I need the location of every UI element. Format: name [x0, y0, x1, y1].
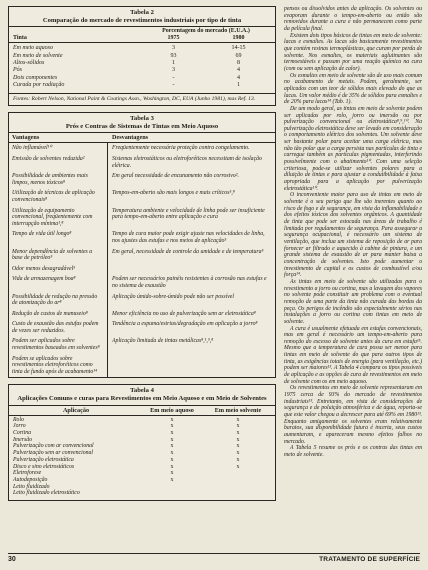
right-column-text [284, 6, 422, 459]
table-row: Leito fluidizado eletrostático [13, 490, 80, 497]
table-row: Utilização de equipamento convencional, freqüentemente com interrupção mínima¹,⁸ Temperatura ambiente e velocidade de linha pode ser insuficiente para tempo-em-aberto entre aplicação e cura [12, 207, 265, 227]
table-header [9, 405, 275, 416]
table-title: Comparação do mercado de revestimentos industriais por tipo de tinta [42, 16, 242, 24]
table-row: Dois componentes - 4 [13, 74, 240, 81]
table-title: Prós e Contras de Sistemas de Tintas em Meio Aquoso [65, 122, 219, 130]
table-header [9, 132, 275, 143]
table-row: Pós 3 4 [13, 67, 240, 74]
page-number: 30 [8, 556, 16, 563]
body-paragraph: As tintas em meio de solvente são utilizadas para o revestimento a jorro ou cortina, mas a lavagem dos vapores no solvente pode constituir um problema com o eventual remoção de uma parte da tinta não curada das bordas da peça. Os perigos de incêndio são especialmente sérios nas instalações a jorro ou cortina com tintas em meio de solvente. [284, 278, 422, 325]
header-1975: 1975 [167, 35, 180, 42]
table-row: Pulverização eletrostática x x [13, 456, 240, 463]
table-row: Pulverização com ar convencional x x [13, 443, 240, 450]
header-percent: Porcentagem do mercado (E.U.A.) [162, 28, 250, 35]
table-row: Possibilidade de ambientes mais limpos, menos tóxicos⁸ Em geral necessidade de encunamento não corrosivo². [12, 173, 239, 186]
table-number: Tabela 3 [130, 115, 154, 123]
table-row: Autodeposição x [13, 476, 174, 483]
table-row: Leito fluidizado [13, 483, 50, 490]
table-row: Em meio aquoso 3 14-15 [13, 45, 246, 52]
table-row: Pulverização sem ar convencional x x [13, 450, 240, 457]
body-paragraph: Os esmaltes em meio de solvente são de uso mais comum no acabamento de metais. Podem, geralmente, ser aplicados com um teor de sólidos mais elevado do que as lacas. Um valor médio é de 35% de sólidos para esmaltes e de 20% para lacas¹⁴ (Tab. 1). [284, 72, 422, 106]
header-vantagens: Vantagens [12, 134, 40, 142]
body-paragraph: A cura é usualmente efetuada em estufas convencionais, mas em geral é necessário um tempo-em-aberto para remoção do excesso de solvente antes da cura em estufa¹⁵. Mesmo que a temperatura de cura possa ser menor para tintas em meio de solvente do que para outros tipos de tinta, as exigências totais de energia (para ventilação, etc.) podem ser maiores¹³. A Tabela 4 compara os tipos possíveis de aplicação e as opções de cura de revestimentos em meio de solvente com os em meio aquoso. [284, 325, 422, 385]
table-row: Emissão de solventes reduzida² Sistemas eletrostáticos ou eletroforéticos necessitam de isolação elétrica. [12, 156, 262, 169]
footer-rule [8, 553, 420, 554]
table-row: Altos-sólidos 1 8 [13, 60, 240, 66]
table-title: Aplicações Comuns e curas para Revestimentos em Meio Aquoso e em Meio de Solventes [17, 395, 267, 403]
table-row: Eletroforese x [13, 470, 174, 477]
table-row: Tempo de vida útil longo⁸ Tempo de cura maior pode exigir ajuste nas velocidades de linha, nos ajustes das estufas e nos meios de aplicação⁵ [12, 231, 265, 244]
table-number: Tabela 2 [130, 9, 154, 16]
header-aquoso: Em meio aquoso [150, 406, 194, 414]
table-row: Cortina x x [13, 430, 240, 437]
table-row: Redução de custos de manuseio⁸ Menor eficiência no uso de pulverização sem ar eletrostática⁸ [12, 310, 256, 317]
table-row: Curada por radiação - 1 [13, 82, 240, 89]
body-paragraph: O inconveniente maior para uso de tintas em meio de solvente é o seu perigo que lhe são inerentes quanto ao risco de fogo e de segurança, em vista da inflamabilidade e dos efeitos tóxicos dos solventes orgânicos. A quantidade de tinta que pode ser estocada nas áreas de trabalho é limitada por regulamentos de segurança. Para assegurar a segurança ocupacional, é necessário um sistema de ventilação, que inclua um sistema de reposição de ar para fornecer ar filtrado e aquecido à cabine de pintura, e um grande sistema de exaustão de ar para manter baixa a concentração de solventes. Isto pode aumentar o investimento de capital e os custos de combustível e/ou força¹⁴. [284, 192, 422, 279]
table-row: Custo de exaustão das estufas podem de vezes ser reduzidos. Tendência a espuma/estrias/degradação em aplicação a jorro⁸ [12, 321, 258, 334]
table-row: Vida de armazenagem boa⁸ Podem ser necessários painéis resistentes à corrosão nas estufas e no sistema de exaustão [12, 276, 267, 289]
table-row: Utilização de técnicas de aplicação convencionais⁸ Tempos-em-aberto são mais longos e mais críticos⁵,⁸ [12, 190, 235, 203]
table-caption [9, 113, 275, 132]
table-pros-cons-waterborne [8, 112, 276, 378]
table-applications [8, 384, 276, 501]
table-row: Rolo x x [13, 416, 240, 423]
header-solvente: Em meio solvente [214, 406, 262, 414]
table-row: Jorro x x [13, 423, 240, 430]
table-row: Em meio de solvente 93 69 [13, 52, 242, 59]
table-row: Possibilidade de redução na pressão de atomização do ar⁸ Aplicação úmido-sobre-úmido pode não ser possível [12, 293, 234, 307]
header-desvantagens: Desvantagens [112, 134, 149, 142]
table-body [9, 143, 275, 377]
body-paragraph: De um modo geral, as tintas em meio de solvente podem ser aplicadas por rolo, jorro ou imersão ou por pulverização convencional ou eletrostática⁸,⁹,¹⁰. Na pulverização eletrostática deve ser levado em consideração o comportamento elétrico dos solventes. Um solvente deve ser bastante polar para aceitar uma carga elétrica, mas não tão polar que a carga persista nas partículas de tinta e carregue também as partículas pigmentadas, interferindo possivelmente com o abatimento¹⁰. Com uma seleção criteriosa, pode-se utilizar solventes polares para a diluição de tintas e para ajustar a condutibilidade à faixa apropriada para a aplicação por pulverização eletrostática¹⁰. [284, 105, 422, 192]
table-header [9, 26, 275, 43]
table-row: Odor menos desagradável⁵ [12, 265, 76, 272]
header-group [141, 28, 271, 41]
body-paragraph: A Tabela 5 resume os prós e os contras das tintas em meio de solvente. [284, 445, 422, 458]
table-number: Tabela 4 [130, 387, 154, 395]
header-tinta: Tinta [13, 35, 27, 42]
table-market-comparison [8, 6, 276, 106]
table-body [9, 416, 275, 500]
body-paragraph: pensos ou dissolvidos antes da aplicação. Os solventes ou evaporam durante o tempo-em-aberto ou então são removidos durante a cura e não permanecem como parte da película final. [284, 6, 422, 32]
body-paragraph: Os revestimentos em meio de solvente representaram em 1975 cerca de 93% do mercado de revestimentos industriais¹³. Entretanto, em vista de considerações de segurança e de poluição atmosférica e de água, reporta-se que este valor chegou a decrescer para até 69% em 1980¹³. Enquanto amigamente os solventes eram relativamente baratos, sua disponibilidade futura é incerta, seus custos aumentaram, e apareceram mesmo efeitos falhos no mercado. [284, 385, 422, 445]
journal-title: TRATAMENTO DE SUPERFÍCIE [319, 556, 420, 563]
table-row: Disco e sino eletrostáticos x x [13, 463, 240, 470]
left-column [8, 6, 276, 507]
table-caption [9, 7, 275, 26]
table-row: Podem se aplicados sobre revestimentos eletroforéticos como tinta de fundo após de acabamento¹⁴ [12, 355, 98, 375]
table-row: Podem ser aplicados sobre revestimentos baseados em solventes⁸ Aplicação limitada de tintas metálicas⁸,¹,⁵,⁸ [12, 338, 214, 352]
table-source-note: Fontes: Robert Nelson, National Paint & Coatings Assn., Washington, DC, EUA (Junho 1981), mas Ref. 13. [9, 93, 275, 106]
header-1980: 1980 [232, 35, 245, 42]
table-body [9, 43, 275, 92]
table-row: Não inflamável¹⁰ Freqüentemente necessária proteção contra congelamento. [12, 145, 250, 152]
table-caption [9, 385, 275, 404]
table-row: Imersão x x [13, 436, 240, 443]
table-row: Menor dependência de solventes a base de petróleo⁵ Em geral, necessidade de controle da umidade e de temperatura⁵ [12, 248, 264, 262]
body-paragraph: Existem dois tipos básicos de tintas em meio de solvente: lacas e esmaltes. As lacas são basicamente revestimentos que contém resinas termoplásticas, que curam por perda de solvente. Nos esmaltes, os materiais aglutinantes são termoestáveis e passam por uma reação química na cura (com ou sem aplicação de calor). [284, 32, 422, 72]
header-aplicacao: Aplicação [62, 406, 90, 414]
